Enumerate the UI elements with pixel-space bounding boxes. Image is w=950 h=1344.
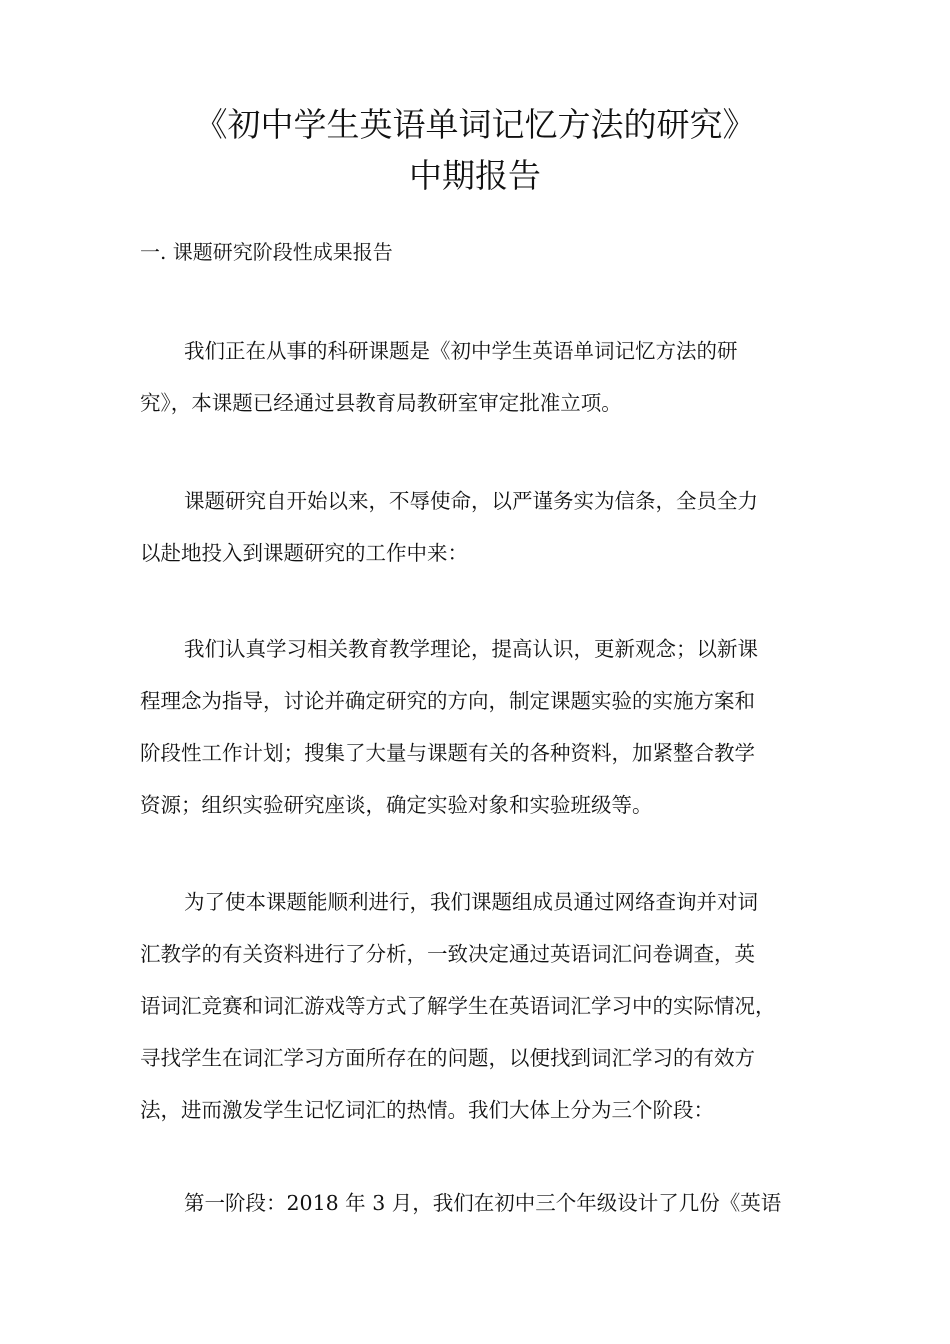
paragraph-line: 课题研究自开始以来，不辱使命，以严谨务实为信条，全员全力 xyxy=(184,489,758,513)
section-heading: 一. 课题研究阶段性成果报告 xyxy=(140,240,393,264)
paragraph-1 xyxy=(140,325,820,429)
paragraph-line: 阶段性工作计划；搜集了大量与课题有关的各种资料，加紧整合教学 xyxy=(140,741,755,765)
paragraph-line: 究》，本课题已经通过县教育局教研室审定批准立项。 xyxy=(140,391,622,415)
paragraph-line: 资源；组织实验研究座谈，确定实验对象和实验班级等。 xyxy=(140,793,653,817)
paragraph-3 xyxy=(140,623,820,831)
paragraph-line: 为了使本课题能顺利进行，我们课题组成员通过网络查询并对词 xyxy=(184,890,758,914)
paragraph-line: 以赴地投入到课题研究的工作中来： xyxy=(140,541,468,565)
paragraph-line: 我们认真学习相关教育教学理论，提高认识，更新观念；以新课 xyxy=(184,637,758,661)
paragraph-line: 我们正在从事的科研课题是《初中学生英语单词记忆方法的研 xyxy=(184,339,738,363)
document-title: 《初中学生英语单词记忆方法的研究》 xyxy=(194,105,756,144)
paragraph-line: 第一阶段：2018 年 3 月，我们在初中三个年级设计了几份《英语 xyxy=(184,1191,782,1215)
paragraph-line: 汇教学的有关资料进行了分析，一致决定通过英语词汇问卷调查，英 xyxy=(140,942,755,966)
document-subtitle: 中期报告 xyxy=(409,156,541,195)
paragraph-4 xyxy=(140,876,820,1136)
paragraph-5 xyxy=(140,1177,820,1229)
paragraph-line: 语词汇竞赛和词汇游戏等方式了解学生在英语词汇学习中的实际情况， xyxy=(140,994,776,1018)
paragraph-line: 程理念为指导，讨论并确定研究的方向，制定课题实验的实施方案和 xyxy=(140,689,755,713)
paragraph-2 xyxy=(140,475,820,579)
paragraph-line: 法，进而激发学生记忆词汇的热情。我们大体上分为三个阶段： xyxy=(140,1098,714,1122)
paragraph-line: 寻找学生在词汇学习方面所存在的问题，以便找到词汇学习的有效方 xyxy=(140,1046,755,1070)
